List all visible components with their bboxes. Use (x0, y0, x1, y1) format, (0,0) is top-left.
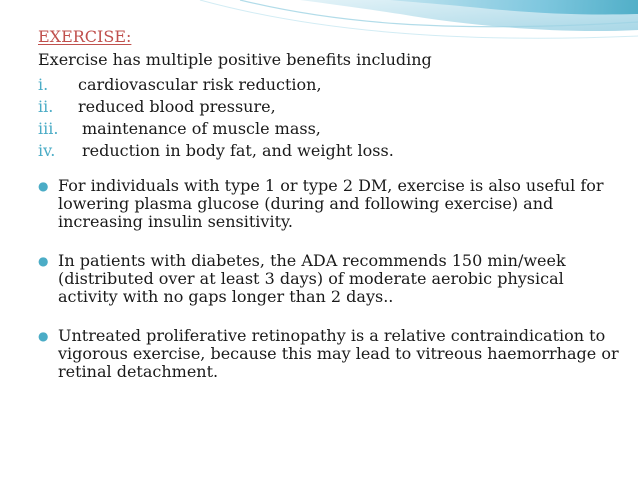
bullet-list (38, 177, 618, 381)
slide-content (38, 27, 618, 402)
list-item (38, 118, 618, 140)
list-item-text: cardiovascular risk reduction, (78, 75, 322, 94)
list-marker: iv. (38, 141, 56, 160)
intro-text: Exercise has multiple positive benefits including (38, 50, 432, 69)
bullet-item (38, 252, 623, 306)
bullet-text: Untreated proliferative retinopathy is a relative contraindication to vigorous exercise, because this may lead to vitreous haemorrhage or retinal detachment. (58, 326, 619, 381)
benefits-list (38, 74, 618, 162)
list-item (38, 140, 618, 162)
list-marker: ii. (38, 97, 54, 116)
bullet-text: For individuals with type 1 or type 2 DM, exercise is also useful for lowering plasma glucose (during and following exercise) and increasing insulin sensitivity. (58, 176, 604, 231)
bullet-icon: ● (38, 329, 49, 343)
list-marker: iii. (38, 119, 59, 138)
bullet-item (38, 177, 623, 231)
list-marker: i. (38, 75, 49, 94)
list-item-text: maintenance of muscle mass, (82, 119, 321, 138)
list-item (38, 74, 618, 96)
slide-heading: EXERCISE: (38, 27, 132, 46)
bullet-text: In patients with diabetes, the ADA recommends 150 min/week (distributed over at least 3 days) of moderate aerobic physical activity with no gaps longer than 2 days.. (58, 251, 566, 306)
list-item-text: reduced blood pressure, (78, 97, 276, 116)
list-item-text: reduction in body fat, and weight loss. (82, 141, 394, 160)
bullet-icon: ● (38, 179, 49, 193)
bullet-icon: ● (38, 254, 49, 268)
bullet-item (38, 327, 623, 381)
list-item (38, 96, 618, 118)
